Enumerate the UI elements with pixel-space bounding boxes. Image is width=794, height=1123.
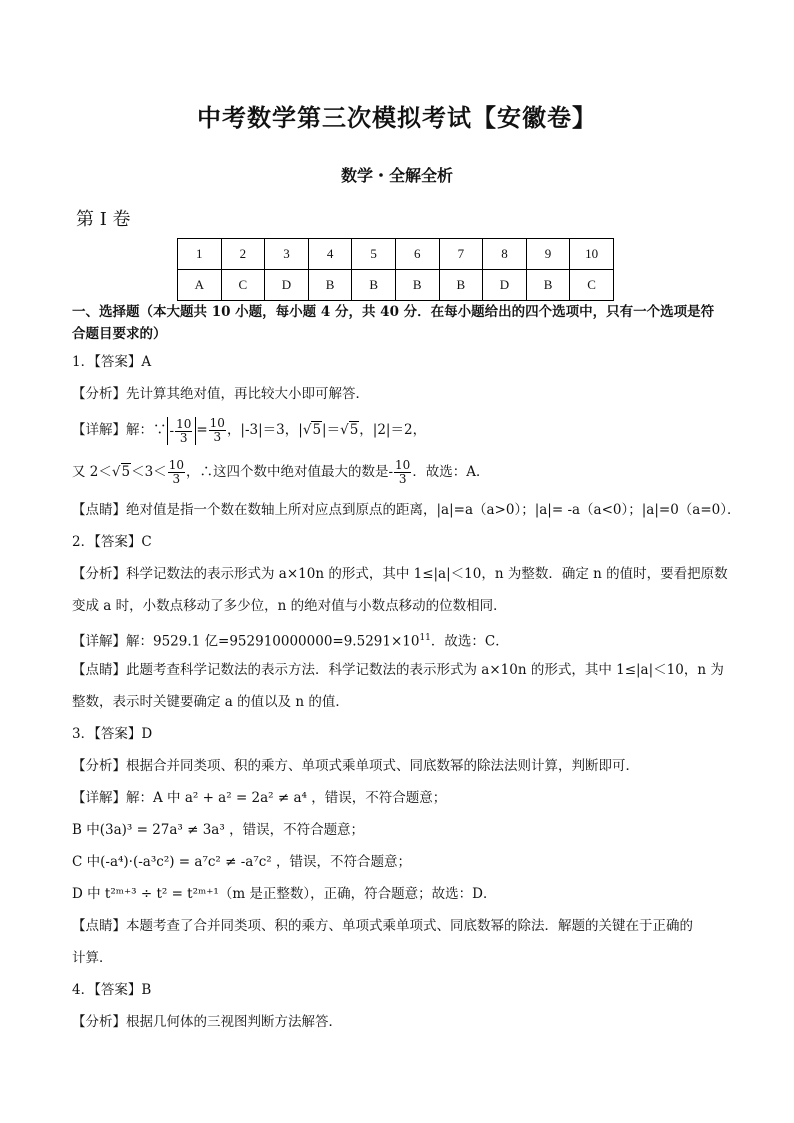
q2-analysis-line2: 变成 a 时，小数点移动了多少位，n 的绝对值与小数点移动的位数相同． [72, 598, 507, 614]
q1-line2-text: ．故选：A． [412, 464, 490, 480]
absolute-value-expression: - $\frac{10}{3}$ [167, 417, 197, 445]
fraction-numerator: 10 [176, 416, 192, 431]
radicand: 5 [312, 422, 322, 438]
fraction-numerator: 10 [209, 416, 225, 430]
answer-table [177, 238, 614, 301]
fraction [394, 459, 411, 486]
q3-answer: 3．【答案】D [72, 726, 153, 742]
q1-line2-text: 又 2＜ [72, 464, 112, 480]
fraction [209, 417, 226, 444]
q2-tip-line2: 整数，表示时关键要确定 a 的值以及 n 的值． [72, 694, 349, 710]
q3-analysis: 【分析】根据合并同类项、积的乘方、单项式乘单项式、同底数幂的除法法则计算，判断即可． [72, 758, 639, 774]
answer-cell: B [308, 270, 352, 301]
question-number-cell: 6 [395, 239, 439, 270]
answer-cell: A [178, 270, 222, 301]
q1-analysis: 【分析】先计算其绝对值，再比较大小即可解答． [72, 386, 369, 402]
sqrt-expression: √5 [302, 422, 322, 438]
question-number-cell: 8 [483, 239, 527, 270]
q2-answer: 2．【答案】C [72, 534, 152, 550]
answer-cell: D [483, 270, 527, 301]
fraction-denominator: 3 [179, 430, 188, 445]
radicand: 5 [349, 422, 359, 438]
question-number-cell: 4 [308, 239, 352, 270]
question-number-cell: 3 [265, 239, 309, 270]
question-number-cell: 10 [570, 239, 614, 270]
volume-heading: 第 I 卷 [76, 209, 131, 230]
answer-cell: C [570, 270, 614, 301]
fraction-numerator: 10 [168, 458, 184, 472]
q1-line2-text: ＜3＜ [131, 464, 167, 480]
question-number-cell: 5 [352, 239, 396, 270]
q3-tip-line1: 【点睛】本题考查了合并同类项、积的乘方、单项式乘单项式、同底数幂的除法．解题的关键在于正确的 [72, 918, 693, 934]
sqrt-expression: √5 [340, 422, 359, 438]
section-heading-line1: 一、选择题（本大题共 10 小题，每小题 4 分，共 40 分．在每小题给出的四个选项中，只有一个选项是符 [72, 304, 715, 320]
q1-detail-text: ，|-3|＝3，| [226, 422, 303, 438]
page-subtitle: 数学・全解全析 [340, 166, 453, 185]
fraction-denominator: 3 [213, 430, 222, 444]
fraction [168, 459, 185, 486]
question-number-cell: 7 [439, 239, 483, 270]
q2-analysis-line1: 【分析】科学记数法的表示形式为 a×10n 的形式，其中 1≤|a|＜10，n 为整数．确定 n 的值时，要看把原数 [72, 566, 728, 582]
fraction-denominator: 3 [398, 472, 407, 486]
question-number-cell: 9 [526, 239, 570, 270]
q1-detail-line2 [72, 458, 490, 486]
q1-detail: 【详解】解：∵ - $\frac{10}{3}$ = $\frac{10}{3}$ ，|-3|＝3，|√5|＝√5，|2|＝2， [72, 416, 427, 445]
section-heading-line2: 合题目要求的） [72, 326, 167, 342]
q3-detail-a: 【详解】解：A 中 a² + a² = 2a² ≠ a⁴ ，错误，不符合题意； [72, 790, 447, 806]
q3-detail-b: B 中(3a)³ = 27a³ ≠ 3a³ ，错误，不符合题意； [72, 822, 365, 838]
page-title: 中考数学第三次模拟考试【安徽卷】 [197, 104, 597, 132]
q4-answer: 4．【答案】B [72, 982, 152, 998]
answer-cell: D [265, 270, 309, 301]
question-number-cell: 1 [178, 239, 222, 270]
sqrt-expression: √5 [111, 464, 131, 480]
q2-detail-text: ．故选：C． [430, 633, 509, 650]
answer-cell: B [439, 270, 483, 301]
exponent: 11 [419, 633, 431, 643]
q3-detail-d: D 中 t²ᵐ⁺³ ÷ t² = t²ᵐ⁺¹（m 是正整数），正确，符合题意；故选：D． [72, 886, 497, 902]
q1-detail-text: ，|2|＝2， [359, 422, 427, 438]
fraction [175, 418, 192, 445]
q1-tip: 【点睛】绝对值是指一个数在数轴上所对应点到原点的距离，|a|=a（a>0）；|a|= -a（a<0）；|a|=0（a=0）． [72, 502, 741, 518]
answer-cell: B [526, 270, 570, 301]
fraction-numerator: 10 [395, 458, 411, 472]
q3-detail-c: C 中(-a⁴)·(-a³c²) = a⁷c² ≠ -a⁷c² ，错误，不符合题意； [72, 854, 412, 870]
q1-line2-text: ，∴这四个数中绝对值最大的数是- [185, 464, 394, 480]
q2-detail-text: 【详解】解：9529.1 亿=952910000000=9.5291×10 [72, 633, 420, 650]
question-number-cell: 2 [221, 239, 265, 270]
answer-table-numbers-row [178, 239, 614, 270]
q1-answer: 1．【答案】A [72, 354, 152, 370]
q1-detail-prefix: 【详解】解：∵ [72, 422, 167, 438]
q2-tip-line1: 【点睛】此题考查科学记数法的表示方法．科学记数法的表示形式为 a×10n 的形式，其中 1≤|a|＜10，n 为 [72, 662, 724, 678]
q2-detail [72, 628, 509, 652]
answer-cell: C [221, 270, 265, 301]
q4-analysis: 【分析】根据几何体的三视图判断方法解答． [72, 1014, 342, 1030]
answer-cell: B [352, 270, 396, 301]
answer-table-answers-row [178, 270, 614, 301]
radicand: 5 [121, 464, 131, 480]
answer-cell: B [395, 270, 439, 301]
q1-detail-text: |＝ [322, 422, 341, 438]
fraction-denominator: 3 [172, 472, 181, 486]
q3-tip-line2: 计算． [72, 950, 113, 966]
